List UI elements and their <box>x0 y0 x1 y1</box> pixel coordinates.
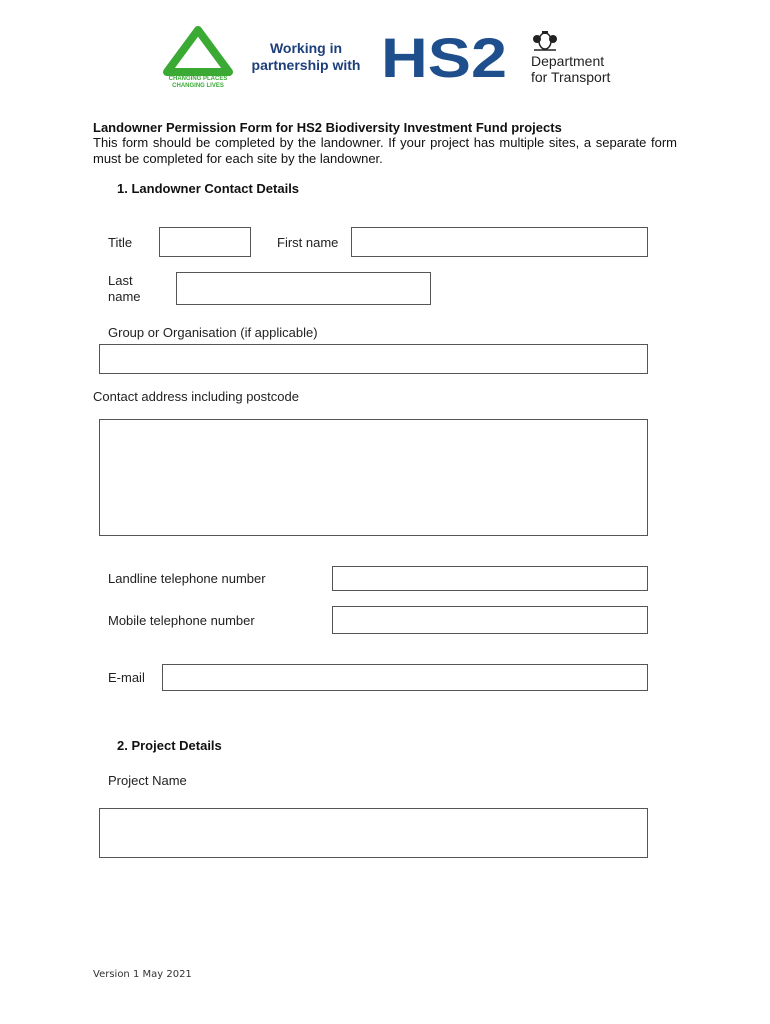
partner-line-2: partnership with <box>251 57 361 73</box>
version-footer: Version 1 May 2021 <box>93 969 192 980</box>
mobile-field[interactable] <box>332 606 648 634</box>
organisation-field[interactable] <box>99 344 648 374</box>
address-field[interactable] <box>99 419 648 536</box>
svg-text:HS2: HS2 <box>381 33 507 81</box>
title-label: Title <box>108 235 133 250</box>
last-name-label <box>108 273 141 305</box>
dft-logo-text <box>531 53 610 85</box>
last-name-field[interactable] <box>176 272 431 305</box>
section-heading-contact: 1. Landowner Contact Details <box>117 181 300 196</box>
email-field[interactable] <box>162 664 648 691</box>
last-name-label-line-2: name <box>108 289 141 304</box>
project-name-field[interactable] <box>99 808 648 858</box>
address-label: Contact address including postcode <box>93 389 299 404</box>
form-intro: This form should be completed by the landowner. If your project has multiple sites, a separate form must be completed for each site by the landowner. <box>93 135 677 166</box>
email-label: E-mail <box>108 670 145 685</box>
landline-label: Landline telephone number <box>108 571 266 586</box>
last-name-label-line-1: Last <box>108 273 133 288</box>
svg-text:CHANGING LIVES: CHANGING LIVES <box>172 83 224 88</box>
partnership-text <box>246 40 366 74</box>
mobile-label: Mobile telephone number <box>108 613 255 628</box>
form-title: Landowner Permission Form for HS2 Biodiversity Investment Fund projects <box>93 120 562 135</box>
landline-field[interactable] <box>332 566 648 591</box>
first-name-field[interactable] <box>351 227 648 257</box>
project-name-label: Project Name <box>108 773 187 788</box>
organisation-label: Group or Organisation (if applicable) <box>108 325 318 340</box>
dft-line-1: Department <box>531 53 605 69</box>
section-heading-project: 2. Project Details <box>117 738 222 753</box>
title-field[interactable] <box>159 227 251 257</box>
partner-line-1: Working in <box>269 40 343 56</box>
dft-line-2: for Transport <box>531 69 611 85</box>
svg-text:CHANGING PLACES: CHANGING PLACES <box>168 76 228 82</box>
first-name-label: First name <box>277 235 339 250</box>
